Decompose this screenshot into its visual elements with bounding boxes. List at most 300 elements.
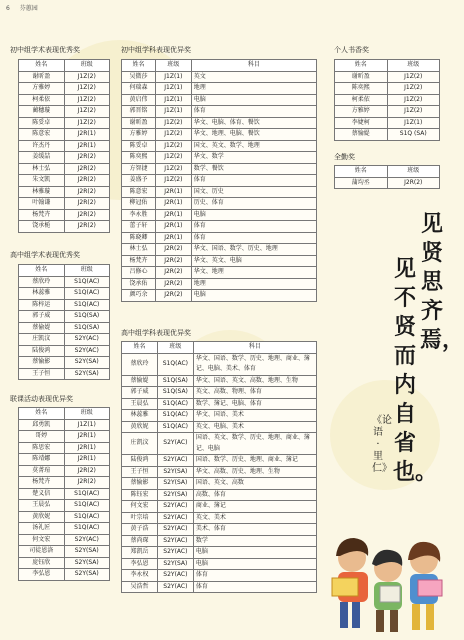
table-cell: 叶翰谦 bbox=[19, 198, 65, 210]
table-cell: J1Z(2) bbox=[64, 94, 110, 106]
table-cell: 李婕柯 bbox=[335, 117, 388, 129]
table-cell: 陈钰宏 bbox=[122, 489, 158, 501]
table-cell: 李弘恩 bbox=[19, 569, 65, 581]
table-cell: 陆俊鸿 bbox=[19, 345, 65, 357]
column-header: 姓名 bbox=[19, 265, 65, 277]
table-row bbox=[19, 311, 110, 323]
table-cell: 谢昕盈 bbox=[19, 71, 65, 83]
section-title-academic-high: 高中组学术表现优秀奖 bbox=[10, 251, 80, 259]
table-cell: S2Y(SA) bbox=[157, 466, 193, 478]
table-cell: J1Z(2) bbox=[387, 106, 440, 118]
section-title-reading: 个人书香奖 bbox=[334, 46, 369, 54]
table-cell: J1Z(1) bbox=[387, 117, 440, 129]
table-cell: S2Y(SA) bbox=[157, 489, 193, 501]
table-row bbox=[122, 501, 317, 513]
column-header: 姓名 bbox=[122, 342, 158, 354]
table-row bbox=[122, 421, 317, 433]
table-cell: 王子恒 bbox=[122, 466, 158, 478]
section-title-subject-junior: 初中组学科表现优异奖 bbox=[121, 46, 191, 54]
table-cell: J1Z(1) bbox=[155, 106, 191, 118]
table-cell: 陆俊鸿 bbox=[122, 455, 158, 467]
table-cell: 颜巧余 bbox=[122, 290, 156, 302]
reading-kids-illustration bbox=[330, 520, 450, 638]
table-cell: 杨梵卉 bbox=[19, 209, 65, 221]
table-cell: 体育 bbox=[191, 106, 316, 118]
table-row bbox=[19, 334, 110, 346]
table-row bbox=[19, 221, 110, 233]
table-row bbox=[122, 152, 317, 164]
table-cell: J1Z(2) bbox=[64, 71, 110, 83]
table-row bbox=[122, 433, 317, 455]
table-cell: S1Q(AC) bbox=[157, 410, 193, 422]
table-cell: 华文、英文、电脑 bbox=[191, 255, 316, 267]
table-cell: J2R(2) bbox=[155, 267, 191, 279]
table-cell: S2Y(SA) bbox=[64, 357, 110, 369]
attendance-table bbox=[334, 165, 440, 189]
table-cell: 陈意宏 bbox=[122, 186, 156, 198]
table-cell: S1Q(AC) bbox=[64, 288, 110, 300]
table-cell: 庄凯汶 bbox=[19, 334, 65, 346]
table-cell: J2R(1) bbox=[64, 454, 110, 466]
table-row bbox=[335, 129, 440, 141]
table-cell: S2Y(AC) bbox=[64, 534, 110, 546]
table-cell: 蔡愉媞 bbox=[122, 375, 158, 387]
table-cell: 方雅婷 bbox=[19, 83, 65, 95]
table-cell: 地理 bbox=[191, 83, 316, 95]
table-row bbox=[19, 299, 110, 311]
table-row bbox=[122, 581, 317, 593]
table-row bbox=[19, 511, 110, 523]
table-cell: 李弘恩 bbox=[122, 558, 158, 570]
table-cell: 电脑 bbox=[191, 209, 316, 221]
table-header-row bbox=[122, 342, 317, 354]
table-cell: 汤礼匠 bbox=[19, 523, 65, 535]
table-cell: 华文、电脑、体育、餐饮 bbox=[191, 117, 316, 129]
table-row bbox=[122, 129, 317, 141]
table-cell: J1Z(2) bbox=[387, 83, 440, 95]
table-cell: 国语、英文、数学、历史、地理、商业、簿记、电脑 bbox=[193, 433, 316, 455]
table-cell: 商业、簿记 bbox=[193, 501, 316, 513]
table-cell: 历史、体育 bbox=[191, 198, 316, 210]
table-cell: 华文、地理、电脑、餐饮 bbox=[191, 129, 316, 141]
table-cell: 楚义信 bbox=[19, 488, 65, 500]
table-cell: 司徒恩洛 bbox=[19, 546, 65, 558]
table-cell: J2R(1) bbox=[155, 232, 191, 244]
column-header: 科目 bbox=[191, 60, 316, 72]
table-cell: J2R(2) bbox=[387, 177, 440, 189]
table-cell: 蔡愉影 bbox=[19, 357, 65, 369]
table-cell: 李永权 bbox=[122, 570, 158, 582]
table-row bbox=[122, 232, 317, 244]
table-row bbox=[19, 368, 110, 380]
table-cell: J2R(2) bbox=[155, 244, 191, 256]
table-cell: 饶承佑 bbox=[122, 278, 156, 290]
table-cell: 郑凯岳 bbox=[122, 547, 158, 559]
table-cell: S1Q(AC) bbox=[157, 421, 193, 433]
table-row bbox=[122, 478, 317, 490]
table-cell: 吴浩哲 bbox=[122, 581, 158, 593]
table-cell: 体育 bbox=[191, 175, 316, 187]
table-cell: 华文、高数、历史、地理、生物 bbox=[193, 466, 316, 478]
table-cell: 朱文凯 bbox=[19, 175, 65, 187]
table-row bbox=[19, 186, 110, 198]
table-row bbox=[19, 276, 110, 288]
table-row bbox=[19, 209, 110, 221]
table-cell: 英文 bbox=[191, 71, 316, 83]
table-row bbox=[19, 488, 110, 500]
table-cell: 林士弘 bbox=[19, 163, 65, 175]
quote-column-2: 见不贤而内自省也。 bbox=[393, 256, 438, 485]
table-row bbox=[122, 198, 317, 210]
table-cell: 姜盛予 bbox=[122, 175, 156, 187]
table-row bbox=[19, 419, 110, 431]
table-cell: S1Q (SA) bbox=[387, 129, 440, 141]
table-header-row bbox=[19, 60, 110, 72]
kid-right-figure bbox=[408, 542, 442, 630]
table-cell: S1Q(AC) bbox=[64, 511, 110, 523]
table-cell: 谢昕盈 bbox=[122, 117, 156, 129]
section-title-academic-junior: 初中组学术表现优秀奖 bbox=[10, 46, 80, 54]
table-cell: 华文、国语、英文、高数、地理、生物 bbox=[193, 375, 316, 387]
table-cell: J2R(2) bbox=[64, 477, 110, 489]
table-cell: J1Z(2) bbox=[64, 106, 110, 118]
table-cell: 华文、地理 bbox=[191, 267, 316, 279]
table-cell: S1Q(SA) bbox=[157, 387, 193, 399]
table-cell: 叶宗培 bbox=[122, 512, 158, 524]
table-cell: 陈奕熙 bbox=[335, 83, 388, 95]
column-header: 班级 bbox=[64, 60, 110, 72]
table-cell: 柯柔依 bbox=[335, 94, 388, 106]
page-header bbox=[6, 3, 46, 12]
table-cell: J2R(2) bbox=[155, 255, 191, 267]
table-cell: 华文、国语、美术 bbox=[193, 410, 316, 422]
table-cell: 蒲均丞 bbox=[335, 177, 388, 189]
table-cell: 英文、电脑、美术 bbox=[193, 421, 316, 433]
table-cell: 陈奕熙 bbox=[122, 152, 156, 164]
page-number: 6 bbox=[6, 5, 10, 12]
table-cell: S1Q(AC) bbox=[157, 353, 193, 375]
table-cell: 陈梓运 bbox=[19, 299, 65, 311]
table-cell: 体育 bbox=[193, 581, 316, 593]
table-cell: 黄欣妮 bbox=[122, 421, 158, 433]
table-cell: J1Z(1) bbox=[155, 83, 191, 95]
table-cell: 体育 bbox=[193, 570, 316, 582]
academic-junior-table bbox=[18, 59, 110, 233]
section-title-subject-high: 高中组学科表现优异奖 bbox=[121, 329, 191, 337]
column-header: 班级 bbox=[64, 265, 110, 277]
table-row bbox=[19, 129, 110, 141]
column-header: 班级 bbox=[155, 60, 191, 72]
table-cell: J2R(2) bbox=[155, 278, 191, 290]
table-cell: 电脑 bbox=[191, 290, 316, 302]
table-cell: 美术、体育 bbox=[193, 524, 316, 536]
table-cell: 何文宏 bbox=[122, 501, 158, 513]
table-cell: 吕修心 bbox=[122, 267, 156, 279]
table-cell: J2R(2) bbox=[64, 186, 110, 198]
table-cell: S1Q(AC) bbox=[64, 500, 110, 512]
table-cell: 蔡欣玲 bbox=[122, 353, 158, 375]
table-cell: J2R(1) bbox=[155, 186, 191, 198]
table-cell: J2R(2) bbox=[64, 221, 110, 233]
table-row bbox=[122, 267, 317, 279]
table-cell: 何瑞森 bbox=[122, 83, 156, 95]
table-row bbox=[19, 71, 110, 83]
quote-source: 《论语·里仁》 bbox=[372, 415, 392, 474]
table-cell: J1Z(1) bbox=[155, 71, 191, 83]
table-row bbox=[122, 410, 317, 422]
table-row bbox=[122, 278, 317, 290]
table-cell: 庄凯汶 bbox=[122, 433, 158, 455]
table-row bbox=[122, 353, 317, 375]
table-cell: S2Y(AC) bbox=[64, 345, 110, 357]
table-cell: S2Y(AC) bbox=[157, 547, 193, 559]
table-cell: J2R(2) bbox=[64, 163, 110, 175]
table-cell: J1Z(2) bbox=[155, 163, 191, 175]
table-cell: J2R(2) bbox=[64, 465, 110, 477]
table-cell: 饶承栀 bbox=[19, 221, 65, 233]
table-cell: J2R(1) bbox=[64, 431, 110, 443]
table-row bbox=[19, 534, 110, 546]
table-cell: J1Z(1) bbox=[155, 94, 191, 106]
table-cell: S1Q(AC) bbox=[157, 398, 193, 410]
table-cell: 英文、美术 bbox=[193, 512, 316, 524]
table-cell: 国语、英文、高数 bbox=[193, 478, 316, 490]
table-cell: 吴微莎 bbox=[122, 71, 156, 83]
column-header: 班级 bbox=[64, 408, 110, 420]
table-row bbox=[19, 546, 110, 558]
table-cell: 黄欣妮 bbox=[19, 511, 65, 523]
table-cell: 林雅璇 bbox=[19, 186, 65, 198]
table-cell: 蔡欣玲 bbox=[19, 276, 65, 288]
table-cell: 华文、国语、数学、历史、地理、商业、簿记、电脑、美术、体育 bbox=[193, 353, 316, 375]
quote-column-1: 见贤思齐焉， bbox=[420, 211, 464, 353]
table-cell: 姜缓喆 bbox=[19, 152, 65, 164]
table-cell: S2Y(SA) bbox=[157, 478, 193, 490]
table-row bbox=[122, 117, 317, 129]
table-cell: J1Z(2) bbox=[64, 117, 110, 129]
table-cell: 数学 bbox=[193, 535, 316, 547]
table-header-row bbox=[122, 60, 317, 72]
table-cell: 林蕊雅 bbox=[19, 288, 65, 300]
column-header: 班级 bbox=[387, 166, 440, 178]
table-cell: 李永胜 bbox=[122, 209, 156, 221]
table-cell: 郭晋铭 bbox=[122, 106, 156, 118]
table-row bbox=[19, 431, 110, 443]
table-cell: J1Z(2) bbox=[64, 83, 110, 95]
table-row bbox=[122, 163, 317, 175]
table-row bbox=[19, 117, 110, 129]
table-row bbox=[335, 117, 440, 129]
table-row bbox=[122, 570, 317, 582]
table-cell: 电脑 bbox=[191, 94, 316, 106]
table-cell: 林士弘 bbox=[122, 244, 156, 256]
table-row bbox=[122, 535, 317, 547]
table-cell: J2R(1) bbox=[64, 442, 110, 454]
table-row bbox=[19, 500, 110, 512]
table-cell: J2R(1) bbox=[64, 140, 110, 152]
kid-left-figure bbox=[332, 538, 368, 628]
table-row bbox=[19, 465, 110, 477]
table-cell: 方雅婷 bbox=[335, 106, 388, 118]
table-cell: 庞钰欣 bbox=[19, 557, 65, 569]
table-cell: S2Y(AC) bbox=[157, 535, 193, 547]
table-row bbox=[122, 94, 317, 106]
table-row bbox=[335, 83, 440, 95]
table-row bbox=[122, 255, 317, 267]
section-title-attendance: 全勤奖 bbox=[334, 153, 355, 161]
table-cell: 地理 bbox=[191, 278, 316, 290]
kid-middle-figure bbox=[372, 550, 402, 632]
table-cell: S1Q(SA) bbox=[64, 311, 110, 323]
table-cell: 王晨弘 bbox=[122, 398, 158, 410]
table-row bbox=[335, 94, 440, 106]
table-row bbox=[19, 198, 110, 210]
table-cell: 方雅婷 bbox=[122, 129, 156, 141]
table-cell: J1Z(2) bbox=[155, 175, 191, 187]
subject-high-table bbox=[121, 341, 317, 593]
table-row bbox=[122, 375, 317, 387]
column-header: 姓名 bbox=[19, 60, 65, 72]
table-cell: 郭子威 bbox=[19, 311, 65, 323]
table-cell: 谢昕盈 bbox=[335, 71, 388, 83]
table-cell: 蕾子轩 bbox=[122, 221, 156, 233]
table-cell: 陈靖娜 bbox=[19, 454, 65, 466]
table-cell: J1Z(2) bbox=[155, 140, 191, 152]
reading-table bbox=[334, 59, 440, 141]
table-row bbox=[122, 512, 317, 524]
subject-junior-table bbox=[121, 59, 317, 302]
table-cell: J2R(2) bbox=[64, 198, 110, 210]
table-row bbox=[122, 290, 317, 302]
table-cell: S2Y(AC) bbox=[157, 433, 193, 455]
table-row bbox=[122, 398, 317, 410]
table-cell: J1Z(2) bbox=[155, 117, 191, 129]
table-cell: 体育 bbox=[191, 232, 316, 244]
table-row bbox=[122, 387, 317, 399]
table-cell: 体育 bbox=[191, 221, 316, 233]
table-row bbox=[19, 83, 110, 95]
table-cell: 方智捷 bbox=[122, 163, 156, 175]
table-cell: 郭子威 bbox=[122, 387, 158, 399]
table-row bbox=[19, 140, 110, 152]
table-cell: 王子恒 bbox=[19, 368, 65, 380]
column-header: 班级 bbox=[387, 60, 440, 72]
table-row bbox=[122, 489, 317, 501]
table-row bbox=[122, 524, 317, 536]
activity-table bbox=[18, 407, 110, 581]
table-cell: 英文、高数、物理、体育 bbox=[193, 387, 316, 399]
table-cell: S1Q(AC) bbox=[64, 276, 110, 288]
table-cell: 数学、餐饮 bbox=[191, 163, 316, 175]
table-row bbox=[19, 557, 110, 569]
table-row bbox=[122, 455, 317, 467]
section-title-activity: 联课活动表现优异奖 bbox=[10, 395, 73, 403]
table-row bbox=[122, 209, 317, 221]
table-row bbox=[122, 106, 317, 118]
table-cell: 杨梵卉 bbox=[122, 255, 156, 267]
table-cell: 许杰丹 bbox=[19, 140, 65, 152]
column-header: 姓名 bbox=[335, 60, 388, 72]
table-cell: 王晨弘 bbox=[19, 500, 65, 512]
table-row bbox=[122, 244, 317, 256]
table-row bbox=[19, 152, 110, 164]
table-cell: 何文宏 bbox=[19, 534, 65, 546]
column-header: 姓名 bbox=[122, 60, 156, 72]
table-cell: S2Y(SA) bbox=[64, 368, 110, 380]
table-row bbox=[19, 477, 110, 489]
table-cell: S2Y(AC) bbox=[157, 581, 193, 593]
table-cell: J1Z(1) bbox=[64, 419, 110, 431]
table-cell: 黄子浩 bbox=[122, 524, 158, 536]
table-cell: 华文、国语、数学、历史、地理 bbox=[191, 244, 316, 256]
table-row bbox=[335, 106, 440, 118]
table-cell: J2R(2) bbox=[64, 209, 110, 221]
table-row bbox=[19, 106, 110, 118]
table-row bbox=[122, 466, 317, 478]
table-cell: 哥婷 bbox=[19, 431, 65, 443]
column-header: 姓名 bbox=[335, 166, 388, 178]
table-cell: 柳冠佑 bbox=[122, 198, 156, 210]
table-cell: S2Y(SA) bbox=[157, 558, 193, 570]
table-row bbox=[19, 175, 110, 187]
table-cell: 林蕊雅 bbox=[122, 410, 158, 422]
table-cell: S1Q(SA) bbox=[64, 322, 110, 334]
table-row bbox=[19, 523, 110, 535]
column-header: 班级 bbox=[157, 342, 193, 354]
table-cell: 杨梵卉 bbox=[19, 477, 65, 489]
table-row bbox=[122, 186, 317, 198]
table-cell: J1Z(2) bbox=[387, 94, 440, 106]
table-cell: S2Y(AC) bbox=[157, 570, 193, 582]
table-cell: J2R(1) bbox=[155, 221, 191, 233]
table-cell: 黄启伟 bbox=[122, 94, 156, 106]
table-cell: 柯柔依 bbox=[19, 94, 65, 106]
table-cell: J2R(1) bbox=[155, 209, 191, 221]
table-cell: S1Q(AC) bbox=[64, 299, 110, 311]
table-cell: J1Z(2) bbox=[387, 71, 440, 83]
table-cell: J1Z(2) bbox=[155, 129, 191, 141]
table-cell: 数学、簿记、电脑、体育 bbox=[193, 398, 316, 410]
table-cell: 陈思宏 bbox=[19, 442, 65, 454]
table-row bbox=[122, 558, 317, 570]
table-cell: 国语、数学、历史、地理、商业、簿记 bbox=[193, 455, 316, 467]
table-cell: J2R(2) bbox=[64, 152, 110, 164]
table-cell: S2Y(SA) bbox=[64, 546, 110, 558]
column-header: 姓名 bbox=[19, 408, 65, 420]
table-row bbox=[19, 288, 110, 300]
table-cell: S2Y(AC) bbox=[157, 501, 193, 513]
table-cell: S1Q(AC) bbox=[64, 488, 110, 500]
table-row bbox=[19, 569, 110, 581]
table-cell: 陈妥卓 bbox=[122, 140, 156, 152]
table-row bbox=[335, 177, 440, 189]
table-cell: S2Y(SA) bbox=[64, 569, 110, 581]
table-cell: 电脑 bbox=[193, 547, 316, 559]
table-cell: J2R(1) bbox=[64, 129, 110, 141]
table-row bbox=[335, 71, 440, 83]
table-cell: S2Y(AC) bbox=[157, 512, 193, 524]
table-row bbox=[19, 454, 110, 466]
table-header-row bbox=[19, 265, 110, 277]
table-cell: 莫菁瑄 bbox=[19, 465, 65, 477]
table-cell: S2Y(AC) bbox=[64, 334, 110, 346]
table-cell: 华文、数学 bbox=[191, 152, 316, 164]
table-header-row bbox=[335, 166, 440, 178]
table-cell: S2Y(AC) bbox=[157, 455, 193, 467]
table-row bbox=[122, 71, 317, 83]
table-cell: 陈意宏 bbox=[19, 129, 65, 141]
table-row bbox=[19, 357, 110, 369]
